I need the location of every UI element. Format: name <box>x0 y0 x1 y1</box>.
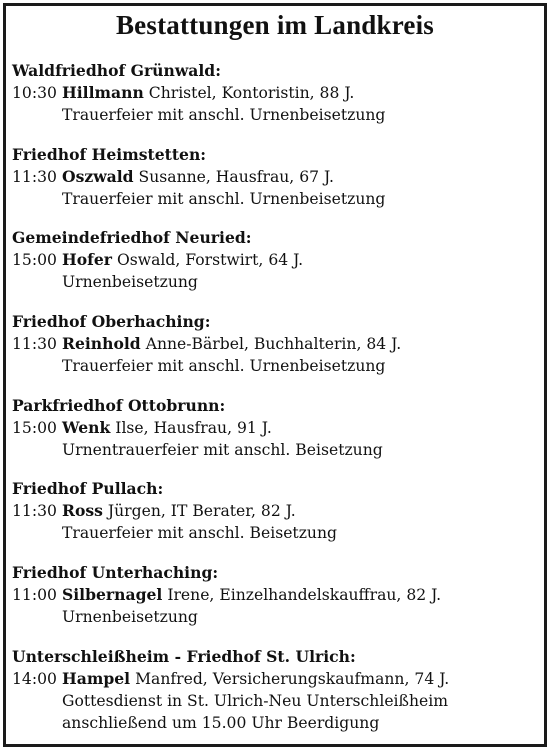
page-title: Bestattungen im Landkreis <box>115 10 435 40</box>
funeral-list <box>12 60 538 730</box>
ceremony-time: 14:00 <box>12 669 57 688</box>
ceremony-description: anschließend um 15.00 Uhr Beerdigung <box>62 713 380 732</box>
funeral-entry <box>12 60 538 144</box>
funeral-entry <box>12 144 538 228</box>
cemetery-name: Parkfriedhof Ottobrunn: <box>12 395 226 415</box>
ceremony-description: Trauerfeier mit anschl. Urnenbeisetzung <box>62 106 386 124</box>
ceremony-description: Trauerfeier mit anschl. Urnenbeisetzung <box>62 357 386 376</box>
deceased-info <box>62 500 296 522</box>
cemetery-name: Friedhof Heimstetten: <box>12 144 207 164</box>
ceremony-description: Gottesdienst in St. Ulrich-Neu Unterschleißheim <box>62 691 448 710</box>
ceremony-description: Urnenbeisetzung <box>62 273 198 292</box>
deceased-surname: Wenk <box>62 417 111 437</box>
deceased-row <box>12 584 538 606</box>
deceased-info <box>62 249 303 271</box>
deceased-info <box>62 82 354 104</box>
deceased-row <box>12 417 538 439</box>
deceased-info <box>62 584 441 606</box>
deceased-surname: Ross <box>62 501 103 521</box>
deceased-info <box>62 333 401 355</box>
deceased-row <box>12 500 538 522</box>
ceremony-time: 11:30 <box>12 502 57 521</box>
ceremony-description: Trauerfeier mit anschl. Beisetzung <box>62 524 337 543</box>
cemetery-name: Unterschleißheim - Friedhof St. Ulrich: <box>12 646 356 666</box>
ceremony-time: 11:00 <box>12 586 57 605</box>
ceremony-time: 10:30 <box>12 84 57 102</box>
cemetery-name: Friedhof Unterhaching: <box>12 563 219 583</box>
deceased-details: Oswald, Forstwirt, 64 J. <box>116 251 304 270</box>
deceased-surname: Oszwald <box>62 166 134 186</box>
deceased-details: Manfred, Versicherungskaufmann, 74 J. <box>135 669 450 688</box>
deceased-details: Ilse, Hausfrau, 91 J. <box>115 418 272 437</box>
deceased-surname: Reinhold <box>62 334 141 354</box>
funeral-entry <box>12 562 538 646</box>
ceremony-description: Urnenbeisetzung <box>62 608 198 627</box>
funeral-entry <box>12 646 538 730</box>
deceased-surname: Hillmann <box>62 83 144 102</box>
ceremony-time: 11:30 <box>12 167 57 186</box>
deceased-surname: Silbernagel <box>62 585 163 605</box>
deceased-row <box>12 333 538 355</box>
funeral-entry <box>12 395 538 479</box>
cemetery-name: Waldfriedhof Grünwald: <box>12 61 221 80</box>
cemetery-name: Gemeindefriedhof Neuried: <box>12 228 252 248</box>
deceased-details: Jürgen, IT Berater, 82 J. <box>107 502 296 521</box>
cemetery-name: Friedhof Pullach: <box>12 479 164 499</box>
deceased-details: Anne-Bärbel, Buchhalterin, 84 J. <box>145 335 402 354</box>
deceased-info <box>62 417 272 439</box>
cemetery-name: Friedhof Oberhaching: <box>12 312 211 332</box>
ceremony-time: 11:30 <box>12 335 57 354</box>
deceased-details: Christel, Kontoristin, 88 J. <box>148 84 355 102</box>
deceased-info <box>62 668 449 690</box>
deceased-row <box>12 82 538 104</box>
deceased-row <box>12 166 538 188</box>
funeral-entry <box>12 478 538 562</box>
funeral-entry <box>12 227 538 311</box>
funeral-entry <box>12 311 538 395</box>
ceremony-time: 15:00 <box>12 418 57 437</box>
ceremony-time: 15:00 <box>12 251 57 270</box>
deceased-info <box>62 166 334 188</box>
deceased-row <box>12 249 538 271</box>
deceased-row <box>12 668 538 690</box>
ceremony-description: Urnentrauerfeier mit anschl. Beisetzung <box>62 440 383 459</box>
ceremony-description: Trauerfeier mit anschl. Urnenbeisetzung <box>62 189 386 208</box>
deceased-details: Irene, Einzelhandelskauffrau, 82 J. <box>167 586 442 605</box>
deceased-surname: Hampel <box>62 668 131 688</box>
deceased-surname: Hofer <box>62 250 112 270</box>
deceased-details: Susanne, Hausfrau, 67 J. <box>138 167 335 186</box>
